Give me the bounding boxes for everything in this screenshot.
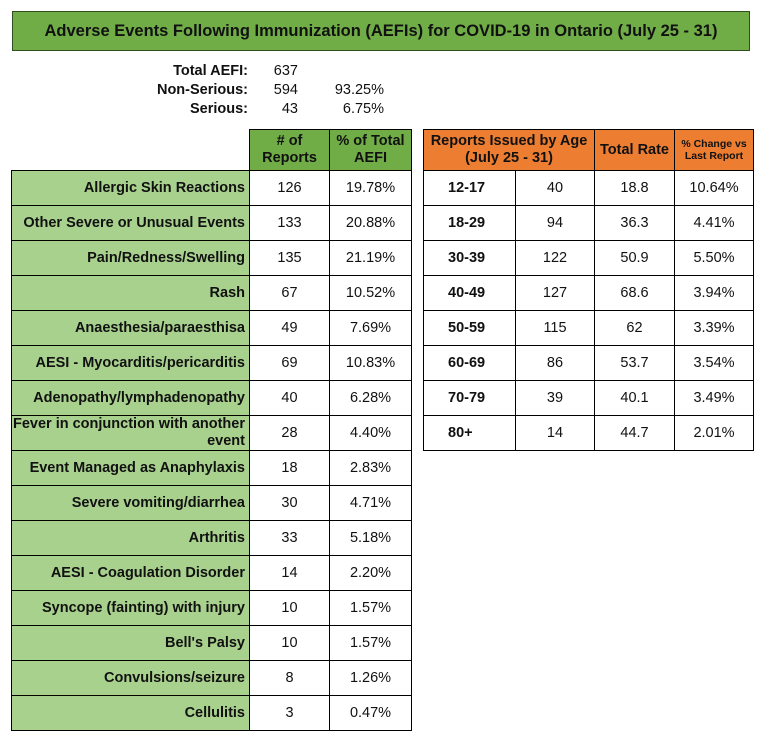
percent-cell: 19.78% — [330, 171, 412, 206]
summary-block — [150, 62, 384, 119]
event-cell: Anaesthesia/paraesthisa — [12, 311, 250, 346]
event-cell: Severe vomiting/diarrhea — [12, 486, 250, 521]
percent-cell: 2.83% — [330, 451, 412, 486]
table-row — [12, 696, 412, 731]
percent-cell: 1.26% — [330, 661, 412, 696]
reports-cell: 14 — [250, 556, 330, 591]
event-cell: AESI - Myocarditis/pericarditis — [12, 346, 250, 381]
table-row — [424, 276, 754, 311]
age-cell: 80+ — [424, 416, 516, 451]
table-row — [424, 311, 754, 346]
header-total-rate: Total Rate — [595, 130, 675, 171]
event-cell: Syncope (fainting) with injury — [12, 591, 250, 626]
table-row — [12, 521, 412, 556]
event-cell: Event Managed as Anaphylaxis — [12, 451, 250, 486]
table-row — [12, 486, 412, 521]
percent-cell: 1.57% — [330, 626, 412, 661]
percent-cell: 1.57% — [330, 591, 412, 626]
reports-cell: 133 — [250, 206, 330, 241]
table-row — [12, 206, 412, 241]
event-cell: Adenopathy/lymphadenopathy — [12, 381, 250, 416]
age-cell: 60-69 — [424, 346, 516, 381]
reports-cell: 135 — [250, 241, 330, 276]
age-cell: 70-79 — [424, 381, 516, 416]
change-cell: 3.54% — [675, 346, 754, 381]
reports-cell: 127 — [516, 276, 595, 311]
percent-cell: 4.40% — [330, 416, 412, 451]
event-cell: Arthritis — [12, 521, 250, 556]
table-row — [424, 206, 754, 241]
reports-cell: 49 — [250, 311, 330, 346]
summary-row-non-serious — [150, 81, 384, 100]
table-row — [12, 661, 412, 696]
summary-count: 594 — [273, 82, 298, 98]
reports-cell: 18 — [250, 451, 330, 486]
reports-cell: 40 — [250, 381, 330, 416]
table-row — [12, 346, 412, 381]
summary-row-total — [150, 62, 384, 81]
reports-cell: 126 — [250, 171, 330, 206]
reports-cell: 40 — [516, 171, 595, 206]
summary-label: Serious: — [189, 101, 248, 117]
reports-cell: 10 — [250, 591, 330, 626]
table-row — [12, 591, 412, 626]
summary-count: 637 — [273, 63, 298, 79]
summary-percent: 6.75% — [342, 101, 384, 117]
table-header-row — [12, 130, 412, 171]
table-row — [12, 556, 412, 591]
header-blank — [12, 130, 250, 171]
reports-cell: 122 — [516, 241, 595, 276]
percent-cell: 6.28% — [330, 381, 412, 416]
rate-cell: 68.6 — [595, 276, 675, 311]
rate-cell: 18.8 — [595, 171, 675, 206]
change-cell: 5.50% — [675, 241, 754, 276]
reports-cell: 30 — [250, 486, 330, 521]
aefi-event-table — [11, 129, 412, 731]
event-cell: Cellulitis — [12, 696, 250, 731]
rate-cell: 36.3 — [595, 206, 675, 241]
event-cell: Convulsions/seizure — [12, 661, 250, 696]
reports-cell: 8 — [250, 661, 330, 696]
page-title: Adverse Events Following Immunization (AEFIs) for COVID-19 in Ontario (July 25 - 31) — [12, 11, 750, 51]
reports-cell: 28 — [250, 416, 330, 451]
summary-percent: 93.25% — [334, 82, 384, 98]
rate-cell: 53.7 — [595, 346, 675, 381]
event-cell: Bell's Palsy — [12, 626, 250, 661]
percent-cell: 20.88% — [330, 206, 412, 241]
table-row — [424, 171, 754, 206]
percent-cell: 0.47% — [330, 696, 412, 731]
change-cell: 4.41% — [675, 206, 754, 241]
summary-label: Total AEFI: — [173, 63, 248, 79]
event-cell: Allergic Skin Reactions — [12, 171, 250, 206]
summary-count: 43 — [281, 101, 298, 117]
reports-cell: 115 — [516, 311, 595, 346]
reports-cell: 39 — [516, 381, 595, 416]
change-cell: 10.64% — [675, 171, 754, 206]
event-cell: Other Severe or Unusual Events — [12, 206, 250, 241]
age-cell: 18-29 — [424, 206, 516, 241]
table-row — [12, 241, 412, 276]
table-row — [12, 626, 412, 661]
event-cell: Fever in conjunction with another event — [12, 416, 250, 451]
header-reports: # of Reports — [250, 130, 330, 171]
age-cell: 12-17 — [424, 171, 516, 206]
rate-cell: 62 — [595, 311, 675, 346]
reports-cell: 3 — [250, 696, 330, 731]
reports-cell: 14 — [516, 416, 595, 451]
age-cell: 50-59 — [424, 311, 516, 346]
table-row — [12, 451, 412, 486]
rate-cell: 50.9 — [595, 241, 675, 276]
table-row — [424, 241, 754, 276]
header-pct-change: % Change vs Last Report — [675, 130, 754, 171]
reports-cell: 69 — [250, 346, 330, 381]
percent-cell: 21.19% — [330, 241, 412, 276]
table-row — [424, 346, 754, 381]
change-cell: 3.39% — [675, 311, 754, 346]
summary-label: Non-Serious: — [156, 82, 248, 98]
rate-cell: 44.7 — [595, 416, 675, 451]
header-percent: % of Total AEFI — [330, 130, 412, 171]
table-row — [424, 381, 754, 416]
event-cell: Rash — [12, 276, 250, 311]
percent-cell: 2.20% — [330, 556, 412, 591]
header-reports-by-age: Reports Issued by Age (July 25 - 31) — [424, 130, 595, 171]
event-cell: Pain/Redness/Swelling — [12, 241, 250, 276]
table-row — [424, 416, 754, 451]
percent-cell: 5.18% — [330, 521, 412, 556]
table-row — [12, 381, 412, 416]
percent-cell: 10.52% — [330, 276, 412, 311]
percent-cell: 4.71% — [330, 486, 412, 521]
change-cell: 3.94% — [675, 276, 754, 311]
reports-cell: 33 — [250, 521, 330, 556]
rate-cell: 40.1 — [595, 381, 675, 416]
change-cell: 3.49% — [675, 381, 754, 416]
table-row — [12, 276, 412, 311]
table-row — [12, 311, 412, 346]
age-cell: 40-49 — [424, 276, 516, 311]
reports-cell: 10 — [250, 626, 330, 661]
event-cell: AESI - Coagulation Disorder — [12, 556, 250, 591]
table-header-row — [424, 130, 754, 171]
reports-cell: 94 — [516, 206, 595, 241]
table-row — [12, 171, 412, 206]
summary-percent — [298, 62, 384, 81]
percent-cell: 7.69% — [330, 311, 412, 346]
age-report-table — [423, 129, 754, 451]
change-cell: 2.01% — [675, 416, 754, 451]
reports-cell: 86 — [516, 346, 595, 381]
reports-cell: 67 — [250, 276, 330, 311]
age-cell: 30-39 — [424, 241, 516, 276]
summary-row-serious — [150, 100, 384, 119]
table-row — [12, 416, 412, 451]
percent-cell: 10.83% — [330, 346, 412, 381]
